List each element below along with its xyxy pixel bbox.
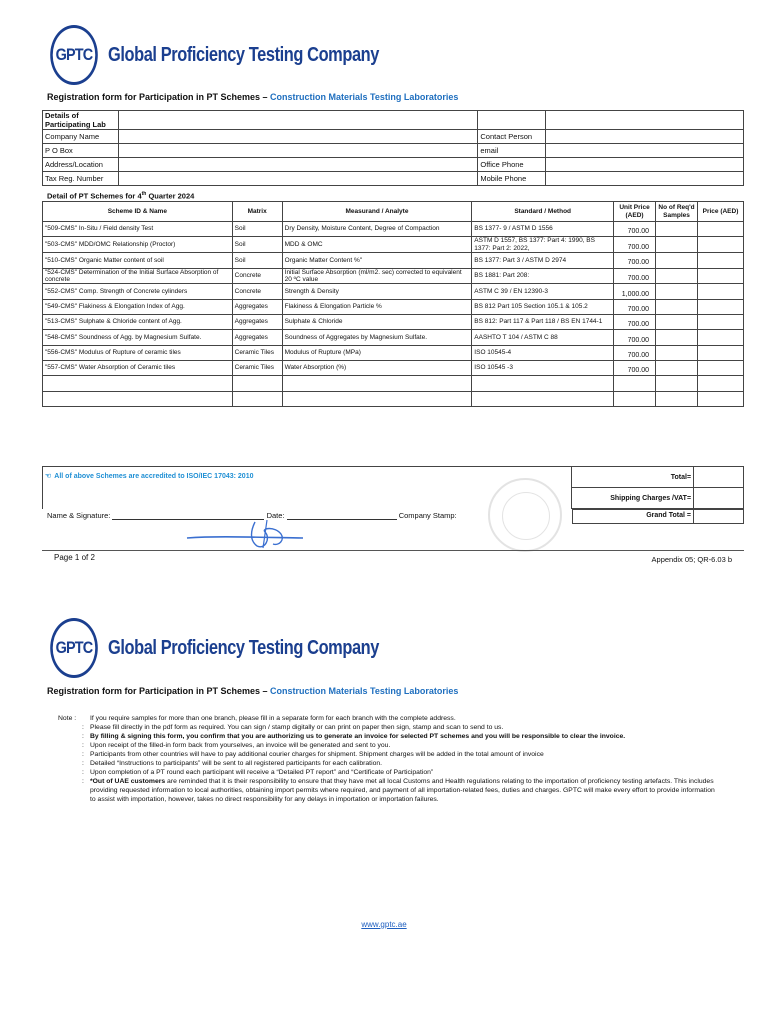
table-row xyxy=(43,222,744,237)
table-row xyxy=(43,284,744,299)
table-row xyxy=(43,330,744,345)
unit-price-cell: 700.00 xyxy=(614,253,656,268)
samples-input-cell[interactable] xyxy=(656,284,698,299)
analyte-cell: Dry Density, Moisture Content, Degree of Compaction xyxy=(282,222,472,237)
scheme-cell: "557-CMS" Water Absorption of Ceramic tiles xyxy=(43,360,233,375)
name-signature-label: Name & Signature: xyxy=(47,511,111,520)
pointing-hand-icon: ☜ xyxy=(45,473,52,480)
accreditation-note: ☜ All of above Schemes are accredited to ISO/IEC 17043: 2010 xyxy=(43,467,572,509)
note-item: : Upon completion of a PT round each participant will receive a “Detailed PT report” and “Certificate of Participation” xyxy=(82,768,434,776)
scheme-cell: "556-CMS" Modulus of Rupture of ceramic tiles xyxy=(43,345,233,360)
analyte-cell: MDD & OMC xyxy=(282,237,472,253)
analyte-cell: Strength & Density xyxy=(282,284,472,299)
matrix-cell: Ceramic Tiles xyxy=(232,345,282,360)
samples-input-cell[interactable] xyxy=(656,345,698,360)
notes-section xyxy=(58,715,720,805)
price-cell xyxy=(698,360,744,375)
analyte-cell: Water Absorption (%) xyxy=(282,360,472,375)
gptc-logo-mark: GPTC xyxy=(50,618,98,678)
footer-divider xyxy=(42,550,744,551)
table-row xyxy=(43,315,744,330)
date-label: Date: xyxy=(266,511,285,520)
header-standard: Standard / Method xyxy=(472,202,614,222)
note-item: : Upon receipt of the filled-in form back from yourselves, an invoice will be generated and sent to you. xyxy=(82,741,391,749)
samples-input-cell[interactable] xyxy=(656,268,698,284)
schemes-header-row xyxy=(43,202,744,222)
analyte-cell: Organic Matter Content %" xyxy=(282,253,472,268)
address-field[interactable] xyxy=(118,158,477,172)
registration-title-highlight: Construction Materials Testing Laboratories xyxy=(270,92,459,102)
table-row xyxy=(43,268,744,284)
participating-lab-details-table xyxy=(42,110,744,186)
unit-price-cell: 700.00 xyxy=(614,268,656,284)
company-name: Global Proficiency Testing Company xyxy=(108,636,379,659)
matrix-cell: Concrete xyxy=(232,268,282,284)
table-row xyxy=(43,237,744,253)
samples-input-cell[interactable] xyxy=(656,299,698,314)
pt-schemes-table xyxy=(42,201,744,407)
price-cell xyxy=(698,268,744,284)
header-scheme: Scheme ID & Name xyxy=(43,202,233,222)
standard-cell: ISO 10545-4 xyxy=(472,345,614,360)
unit-price-cell: 700.00 xyxy=(614,345,656,360)
unit-price-cell: 1,000.00 xyxy=(614,284,656,299)
header-samples: No of Req'd Samples xyxy=(656,202,698,222)
price-cell xyxy=(698,315,744,330)
samples-input-cell[interactable] xyxy=(656,315,698,330)
header-price: Price (AED) xyxy=(698,202,744,222)
scheme-cell: "552-CMS" Comp. Strength of Concrete cylinders xyxy=(43,284,233,299)
matrix-cell: Aggregates xyxy=(232,315,282,330)
label-company-name: Company Name xyxy=(43,130,119,144)
schemes-section-title: Detail of PT Schemes for 4th Quarter 2024 xyxy=(47,191,195,201)
company-logo-page2 xyxy=(46,618,438,678)
company-name-field[interactable] xyxy=(118,130,477,144)
table-row xyxy=(43,299,744,314)
grand-total-label: Grand Total = xyxy=(646,512,691,519)
company-logo xyxy=(46,25,438,85)
matrix-cell: Soil xyxy=(232,237,282,253)
price-cell xyxy=(698,345,744,360)
email-field[interactable] xyxy=(546,144,744,158)
contact-person-field[interactable] xyxy=(546,130,744,144)
registration-title-prefix: Registration form for Participation in PT Schemes – xyxy=(47,92,271,102)
analyte-cell: Flakiness & Elongation Particle % xyxy=(282,299,472,314)
scheme-cell: "503-CMS" MDD/OMC Relationship (Proctor) xyxy=(43,237,233,253)
standard-cell: BS 1377- 9 / ASTM D 1556 xyxy=(472,222,614,237)
unit-price-cell: 700.00 xyxy=(614,237,656,253)
standard-cell: ISO 10545 -3 xyxy=(472,360,614,375)
unit-price-cell: 700.00 xyxy=(614,299,656,314)
header-analyte: Measurand / Analyte xyxy=(282,202,472,222)
analyte-cell: Initial Surface Absorption (ml/m2. sec) corrected to equivalent 20 ºC value xyxy=(282,268,472,284)
note-item: : *Out of UAE customers are reminded that it is their responsibility to ensure that they have met all local Customs and Health regulations relating to the importation of proficiency testing artefacts. This includes providing requested information to local authorities, obtaining import permits where required, and payment of all importation-related fees, duties and charges. GPTC will make every effort to provide information to assist with importation, however, takes no direct responsibility for any delays in importation or importation failures. xyxy=(82,777,715,803)
matrix-cell: Concrete xyxy=(232,284,282,299)
scheme-cell: "509-CMS" In-Situ / Field density Test xyxy=(43,222,233,237)
website-link[interactable]: www.gptc.ae xyxy=(361,920,407,929)
standard-cell: BS 812 Part 105 Section 105.1 & 105.2 xyxy=(472,299,614,314)
matrix-cell: Ceramic Tiles xyxy=(232,360,282,375)
samples-input-cell[interactable] xyxy=(656,253,698,268)
registration-title xyxy=(47,92,458,102)
handwritten-signature xyxy=(185,516,305,552)
grand-total-box xyxy=(572,509,744,524)
label-po-box: P O Box xyxy=(43,144,119,158)
total-field[interactable] xyxy=(694,467,744,488)
analyte-cell: Sulphate & Chloride xyxy=(282,315,472,330)
scheme-cell: "524-CMS" Determination of the Initial Surface Absorption of concrete xyxy=(43,268,233,284)
matrix-cell: Aggregates xyxy=(232,330,282,345)
tax-reg-field[interactable] xyxy=(118,172,477,186)
unit-price-cell: 700.00 xyxy=(614,360,656,375)
price-cell xyxy=(698,284,744,299)
company-name: Global Proficiency Testing Company xyxy=(108,43,379,66)
standard-cell: AASHTO T 104 / ASTM C 88 xyxy=(472,330,614,345)
standard-cell: BS 1881: Part 208: xyxy=(472,268,614,284)
matrix-cell: Soil xyxy=(232,222,282,237)
office-phone-field[interactable] xyxy=(546,158,744,172)
samples-input-cell[interactable] xyxy=(656,330,698,345)
details-heading: Details of Participating Lab xyxy=(43,111,119,130)
shipping-label: Shipping Charges /VAT= xyxy=(572,488,694,509)
note-item: : Participants from other countries will have to pay additional courier charges for shipment. Shipment charges will be added in the total amount of invoice xyxy=(82,750,544,758)
scheme-cell: "548-CMS" Soundness of Agg. by Magnesium Sulfate. xyxy=(43,330,233,345)
standard-cell: BS 1377: Part 3 / ASTM D 2974 xyxy=(472,253,614,268)
empty-row xyxy=(43,376,744,391)
note-item: : Please fill directly in the pdf form as required. You can sign / stamp digitally or can print on paper then sign, stamp and scan to send to us. xyxy=(82,723,504,731)
price-cell xyxy=(698,330,744,345)
totals-table xyxy=(42,466,744,509)
price-cell xyxy=(698,222,744,237)
label-email: email xyxy=(478,144,546,158)
samples-input-cell[interactable] xyxy=(656,237,698,253)
scheme-cell: "549-CMS" Flakiness & Elongation Index of Agg. xyxy=(43,299,233,314)
matrix-cell: Soil xyxy=(232,253,282,268)
company-stamp-seal xyxy=(488,478,562,552)
note-item: : By filling & signing this form, you confirm that you are authorizing us to generate an invoice for selected PT schemes and you will be responsible to clear the invoice. xyxy=(82,732,626,740)
scheme-cell: "510-CMS" Organic Matter content of soil xyxy=(43,253,233,268)
table-row xyxy=(43,360,744,375)
header-matrix: Matrix xyxy=(232,202,282,222)
gptc-logo-mark: GPTC xyxy=(50,25,98,85)
note-item: : Detailed “Instructions to participants” will be sent to all registered participants for each calibration. xyxy=(82,759,383,767)
label-contact-person: Contact Person xyxy=(478,130,546,144)
unit-price-cell: 700.00 xyxy=(614,315,656,330)
empty-row xyxy=(43,391,744,406)
scheme-cell: "513-CMS" Sulphate & Chloride content of Agg. xyxy=(43,315,233,330)
price-cell xyxy=(698,237,744,253)
matrix-cell: Aggregates xyxy=(232,299,282,314)
appendix-ref: Appendix 05; QR-6.03 b xyxy=(651,555,732,564)
header-unit-price: Unit Price (AED) xyxy=(614,202,656,222)
price-cell xyxy=(698,299,744,314)
total-label: Total= xyxy=(572,467,694,488)
unit-price-cell: 700.00 xyxy=(614,330,656,345)
table-row xyxy=(43,345,744,360)
analyte-cell: Modulus of Rupture (MPa) xyxy=(282,345,472,360)
shipping-field[interactable] xyxy=(694,488,744,509)
standard-cell: ASTM D 1557, BS 1377: Part 4: 1990, BS 1377: Part 2: 2022, xyxy=(472,237,614,253)
po-box-field[interactable] xyxy=(118,144,477,158)
note-item: Note : If you require samples for more than one branch, please fill in a separate form for each branch with the complete address. xyxy=(58,715,456,722)
notes-lead: Note : xyxy=(58,715,77,722)
analyte-cell: Soundness of Aggregates by Magnesium Sulfate. xyxy=(282,330,472,345)
table-row xyxy=(43,253,744,268)
label-address: Address/Location xyxy=(43,158,119,172)
page-number: Page 1 of 2 xyxy=(54,553,95,562)
label-office-phone: Office Phone xyxy=(478,158,546,172)
samples-input-cell[interactable] xyxy=(656,360,698,375)
price-cell xyxy=(698,253,744,268)
mobile-phone-field[interactable] xyxy=(546,172,744,186)
standard-cell: ASTM C 39 / EN 12390-3 xyxy=(472,284,614,299)
registration-title-page2: Registration form for Participation in PT Schemes – Construction Materials Testing Laboratories xyxy=(47,686,459,696)
unit-price-cell: 700.00 xyxy=(614,222,656,237)
company-stamp-label: Company Stamp: xyxy=(398,511,457,520)
label-mobile-phone: Mobile Phone xyxy=(478,172,546,186)
samples-input-cell[interactable] xyxy=(656,222,698,237)
label-tax-reg: Tax Reg. Number xyxy=(43,172,119,186)
standard-cell: BS 812: Part 117 & Part 118 / BS EN 1744-1 xyxy=(472,315,614,330)
grand-total-field[interactable] xyxy=(693,510,743,523)
